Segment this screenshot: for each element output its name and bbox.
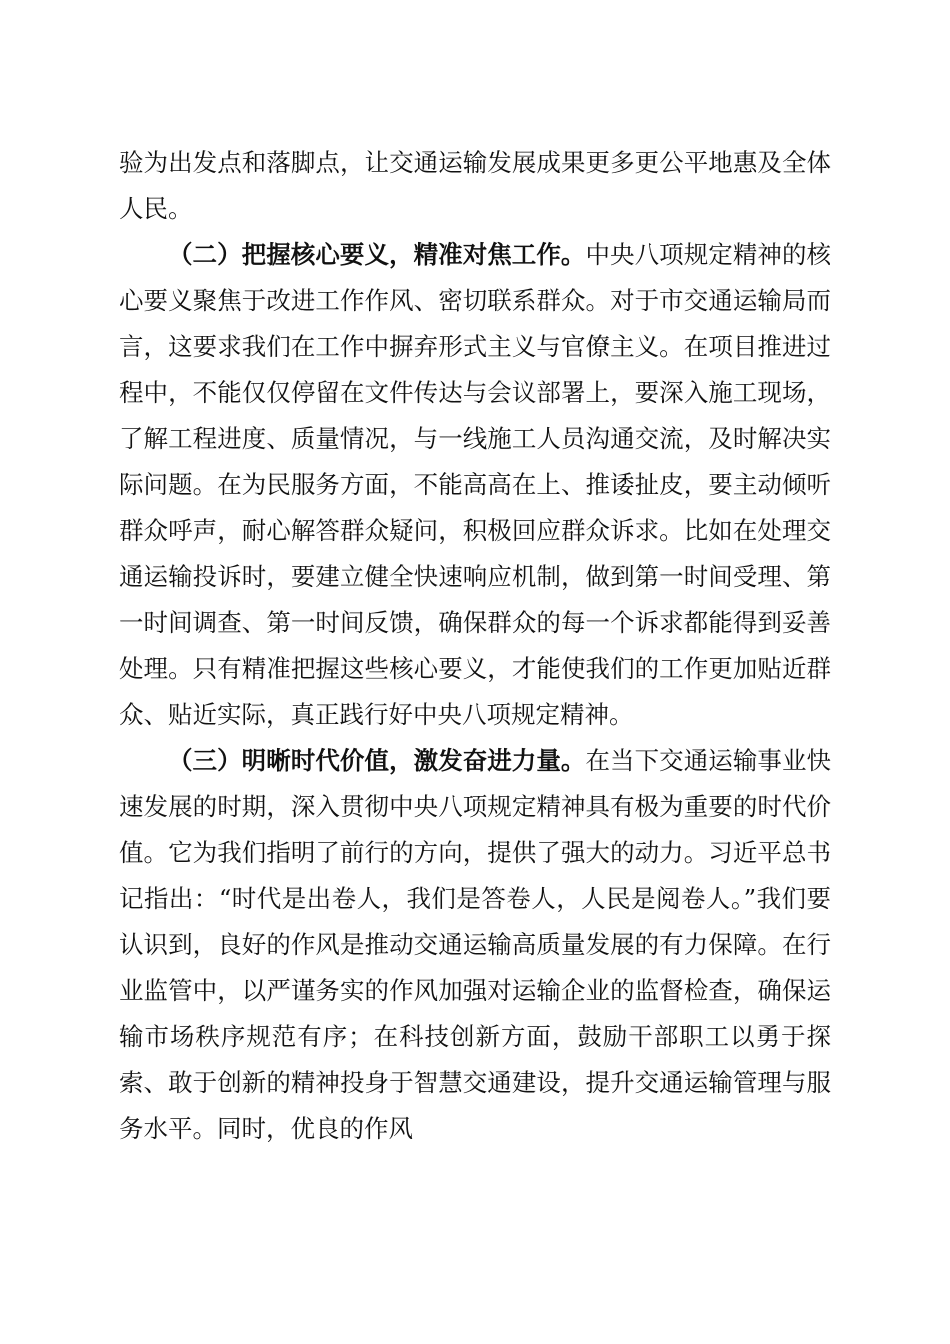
paragraph-continuation xyxy=(119,140,831,232)
paragraph-text: 在当下交通运输事业快速发展的时期，深入贯彻中央八项规定精神具有极为重要的时代价值。它为我们指明了前行的方向，提供了强大的动力。习近平总书记指出：“时代是出卷人，我们是答卷人，人民是阅卷人。”我们要认识到，良好的作风是推动交通运输高质量发展的有力保障。在行业监管中，以严谨务实的作风加强对运输企业的监督检查，确保运输市场秩序规范有序；在科技创新方面，鼓励干部职工以勇于探索、敢于创新的精神投身于智慧交通建设，提升交通运输管理与服务水平。同时，优良的作风 xyxy=(119,746,832,1143)
section-heading-2: （二）把握核心要义，精准对焦工作。 xyxy=(168,240,586,269)
paragraph-text: 验为出发点和落脚点，让交通运输发展成果更多更公平地惠及全体人民。 xyxy=(119,148,831,223)
paragraph-text: 中央八项规定精神的核心要义聚焦于改进工作作风、密切联系群众。对于市交通运输局而言，这要求我们在工作中摒弃形式主义与官僚主义。在项目推进过程中，不能仅仅停留在文件传达与会议部署上，要深入施工现场，了解工程进度、质量情况，与一线施工人员沟通交流，及时解决实际问题。在为民服务方面，不能高高在上、推诿扯皮，要主动倾听群众呼声，耐心解答群众疑问，积极回应群众诉求。比如在处理交通运输投诉时，要建立健全快速响应机制，做到第一时间受理、第一时间调查、第一时间反馈，确保群众的每一个诉求都能得到妥善处理。只有精准把握这些核心要义，才能使我们的工作更加贴近群众、贴近实际，真正践行好中央八项规定精神。 xyxy=(119,240,832,729)
body-text xyxy=(119,140,831,1152)
paragraph-section-2 xyxy=(119,232,831,738)
paragraph-section-3 xyxy=(119,738,831,1152)
section-heading-3: （三）明晰时代价值，激发奋进力量。 xyxy=(168,746,586,775)
